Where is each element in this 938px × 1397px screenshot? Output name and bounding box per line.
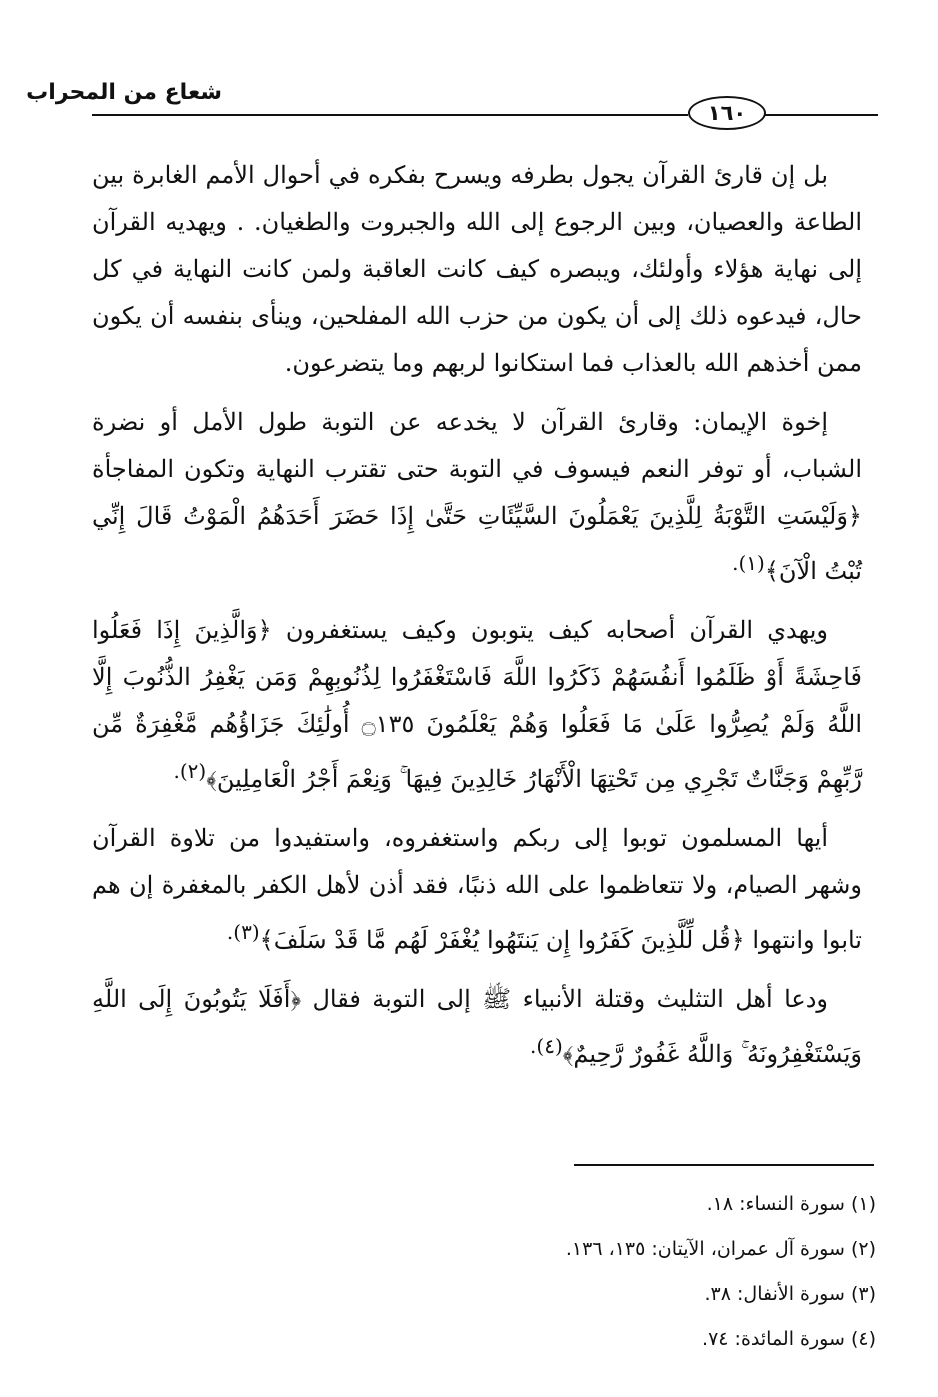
footnote: (٤) سورة المائدة: ٧٤. — [702, 1328, 876, 1350]
quran-verse: ﴿وَلَيْسَتِ التَّوْبَةُ لِلَّذِينَ يَعْمَلُونَ السَّيِّئَاتِ حَتَّىٰ إِذَا حَضَرَ أَحَدَهُمُ الْمَوْتُ قَالَ إِنِّي تُبْتُ الْآنَ﴾ — [92, 502, 862, 585]
running-header-title: شعاع من المحراب — [26, 80, 222, 105]
footnote-ref: (٣). — [226, 920, 260, 944]
paragraph — [92, 976, 862, 1078]
paragraph — [92, 399, 862, 595]
paragraph — [92, 152, 862, 387]
main-text — [92, 152, 862, 1090]
paragraph-text: ودعا أهل التثليث وقتلة الأنبياء ﷺ إلى التوبة فقال — [312, 985, 829, 1013]
paragraph-text: أيها المسلمون توبوا إلى ربكم واستغفروه، واستفيدوا من تلاوة القرآن وشهر الصيام، ولا تتعاظموا على الله ذنبًا، فقد أذن لأهل الكفر بالمغفرة إن هم تابوا وانتهوا — [92, 824, 862, 954]
paragraph — [92, 607, 862, 803]
header-rule — [92, 114, 688, 116]
paragraph-text: ويهدي القرآن أصحابه كيف يتوبون وكيف يستغفرون — [285, 616, 828, 644]
footnote-ref: (٤). — [530, 1034, 563, 1058]
quran-verse: ﴿قُل لِّلَّذِينَ كَفَرُوا إِن يَنتَهُوا يُغْفَرْ لَهُم مَّا قَدْ سَلَفَ﴾ — [259, 926, 745, 954]
footnote: (٢) سورة آل عمران، الآيتان: ١٣٥، ١٣٦. — [565, 1238, 876, 1260]
paragraph — [92, 815, 862, 964]
quran-verse: ﴿وَالَّذِينَ إِذَا فَعَلُوا فَاحِشَةً أَوْ ظَلَمُوا أَنفُسَهُمْ ذَكَرُوا اللَّهَ فَاسْتَغْفَرُوا لِذُنُوبِهِمْ وَمَن يَغْفِرُ الذُّنُوبَ إِلَّا اللَّهُ وَلَمْ يُصِرُّوا عَلَىٰ مَا فَعَلُوا وَهُمْ يَعْلَمُونَ ۝١٣٥ أُولَٰئِكَ جَزَاؤُهُم مَّغْفِرَةٌ مِّن رَّبِّهِمْ وَجَنَّاتٌ تَجْرِي مِن تَحْتِهَا الْأَنْهَارُ خَالِدِينَ فِيهَا ۚ وَنِعْمَ أَجْرُ الْعَامِلِينَ﴾ — [92, 616, 863, 793]
footnote-separator — [574, 1164, 874, 1166]
quran-verse: ﴿أَفَلَا يَتُوبُونَ إِلَى اللَّهِ وَيَسْتَغْفِرُونَهُ ۚ وَاللَّهُ غَفُورٌ رَّحِيمٌ﴾ — [92, 985, 862, 1068]
footnotes — [92, 1182, 876, 1362]
paragraph-text: إخوة الإيمان: وقارئ القرآن لا يخدعه عن التوبة طول الأمل أو نضرة الشباب، أو توفر النعم فيسوف في التوبة حتى تقترب النهاية وتكون المفاجأة — [92, 408, 862, 483]
footnote-ref: (١). — [732, 551, 765, 575]
page-number — [688, 96, 766, 130]
page-number-label: ١٦٠ — [707, 101, 747, 125]
footnote-ref: (٢). — [173, 759, 207, 783]
footnote: (٣) سورة الأنفال: ٣٨. — [704, 1283, 876, 1305]
paragraph-text: بل إن قارئ القرآن يجول بطرفه ويسرح بفكره في أحوال الأمم الغابرة بين الطاعة والعصيان، وبين الرجوع إلى الله والجبروت والطغيان. . ويهديه القرآن إلى نهاية هؤلاء وأولئك، ويبصره كيف كانت العاقبة ولمن كانت النهاية في كل حال، فيدعوه ذلك إلى أن يكون من حزب الله المفلحين، وينأى بنفسه أن يكون ممن أخذهم الله بالعذاب فما استكانوا لربهم وما يتضرعون. — [92, 161, 862, 377]
footnote: (١) سورة النساء: ١٨. — [706, 1193, 876, 1215]
